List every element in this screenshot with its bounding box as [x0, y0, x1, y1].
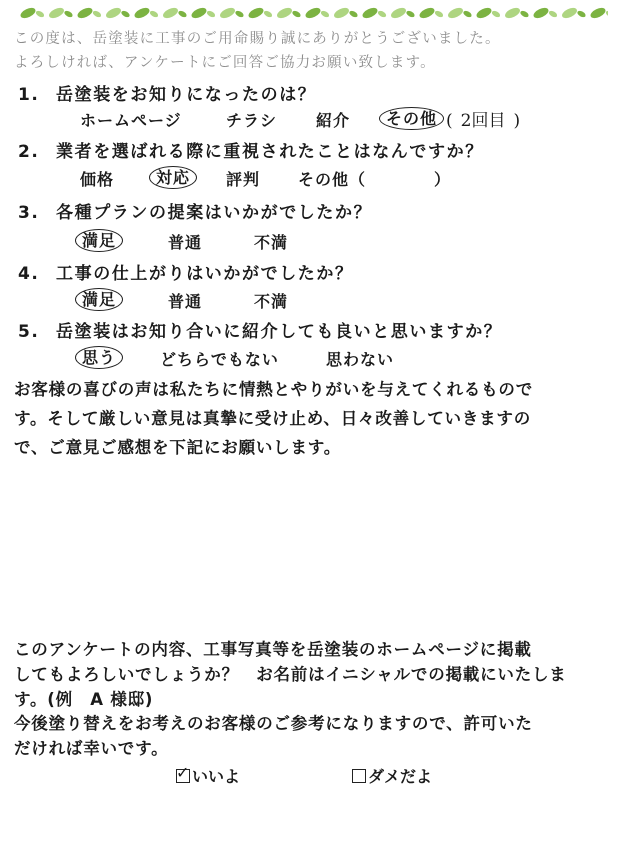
leaf-icon — [234, 9, 244, 18]
question-2 — [18, 137, 484, 162]
checkbox-allow-label: いいよ — [192, 767, 241, 786]
question-number: 5. — [18, 322, 40, 342]
paren-close: ) — [513, 111, 521, 131]
leaf-icon — [247, 6, 265, 20]
leaf-icon — [462, 9, 472, 18]
option-satisfied-selected[interactable] — [82, 228, 123, 251]
leaf-icon — [320, 9, 330, 18]
leaf-icon — [206, 9, 216, 18]
option-satisfied-selected[interactable] — [82, 287, 123, 310]
option-referral[interactable]: 紹介 — [316, 111, 351, 130]
paren-open: ( — [446, 111, 453, 131]
message-line-1: お客様の喜びの声は私たちに情熱とやりがいを与えてくれるもので — [14, 380, 533, 399]
leaf-icon — [19, 6, 37, 20]
leaf-icon — [104, 6, 122, 20]
selected-answer-circle: 満足 — [75, 229, 123, 252]
leaf-icon — [377, 9, 387, 18]
question-text: 岳塗装をお知りになったのは？ — [56, 85, 317, 105]
leaf-icon — [133, 6, 151, 20]
question-number: 1. — [18, 85, 40, 105]
leaf-icon — [47, 6, 65, 20]
leaf-icon — [446, 6, 464, 20]
check-mark-icon: ✓ — [176, 763, 190, 782]
checkbox-checked-icon — [176, 763, 190, 783]
option-average[interactable]: 普通 — [168, 233, 203, 252]
intro-line-1: この度は、岳塗装に工事のご用命賜り誠にありがとうございました。 — [14, 31, 501, 47]
selected-answer-circle: その他 — [379, 107, 444, 130]
leaf-icon — [291, 9, 301, 18]
question-number: 4. — [18, 264, 40, 284]
question-text: 業者を選ばれる際に重視されたことはなんですか？ — [56, 142, 484, 162]
leaf-icon — [218, 6, 236, 20]
leaf-icon — [418, 6, 436, 20]
option-service-selected[interactable] — [156, 165, 197, 188]
leaf-icon — [434, 9, 444, 18]
leaf-icon — [177, 9, 187, 18]
leaf-icon — [389, 6, 407, 20]
message-line-2: す。そして厳しい意見は真摯に受け止め、日々改善していきますの — [14, 409, 532, 428]
option-price[interactable]: 価格 — [80, 170, 115, 189]
option-other[interactable]: その他（ ） — [298, 170, 452, 189]
leaf-icon — [589, 6, 607, 20]
option-flyer[interactable]: チラシ — [226, 111, 278, 130]
question-number: 2. — [18, 142, 40, 162]
leaf-icon — [348, 9, 358, 18]
checkbox-allow[interactable] — [176, 764, 240, 787]
other-answer: 2回目 — [460, 111, 506, 131]
checkbox-deny[interactable] — [352, 764, 432, 787]
question-4 — [18, 259, 354, 284]
question-text: 各種プランの提案はいかがでしたか？ — [56, 203, 373, 223]
selected-answer-circle: 対応 — [149, 166, 197, 189]
option-other-selected[interactable] — [386, 106, 444, 129]
leaf-icon — [149, 9, 159, 18]
leaf-icon — [63, 9, 73, 18]
leaf-icon — [532, 6, 550, 20]
permission-line-1: このアンケートの内容、工事写真等を岳塗装のホームページに掲載 — [14, 640, 532, 659]
question-text: 工事の仕上がりはいかがでしたか？ — [56, 264, 354, 284]
permission-line-5: だければ幸いです。 — [14, 739, 169, 758]
leaf-icon — [76, 6, 94, 20]
leaf-icon — [263, 9, 273, 18]
option-yes-selected[interactable] — [82, 345, 123, 368]
option-homepage[interactable]: ホームページ — [80, 111, 182, 130]
option-no[interactable]: 思わない — [326, 350, 395, 369]
question-number: 3. — [18, 203, 40, 223]
question-text: 岳塗装はお知り合いに紹介しても良いと思いますか？ — [56, 322, 503, 342]
leaf-icon — [361, 6, 379, 20]
option-neutral[interactable]: どちらでもない — [160, 350, 279, 369]
option-dissatisfied[interactable]: 不満 — [254, 233, 289, 252]
checkbox-empty-icon — [352, 769, 366, 783]
permission-line-3: す。(例 A 様邸) — [14, 690, 154, 709]
leaf-icon — [332, 6, 350, 20]
intro-line-2: よろしければ、アンケートにご回答ご協力お願い致します。 — [14, 55, 436, 71]
leaf-icon — [491, 9, 501, 18]
selected-answer-circle: 満足 — [75, 288, 123, 311]
question-5 — [18, 317, 502, 342]
leaf-icon — [120, 9, 130, 18]
permission-line-2: してもよろしいでしょうか？ お名前はイニシャルでの掲載にいたしま — [14, 665, 567, 684]
leaf-icon — [405, 9, 415, 18]
leaf-icon — [503, 6, 521, 20]
leaf-icon — [548, 9, 558, 18]
leaf-banner — [18, 2, 608, 24]
leaf-icon — [161, 6, 179, 20]
message-line-3: で、ご意見ご感想を下記にお願いします。 — [14, 438, 342, 457]
option-dissatisfied[interactable]: 不満 — [254, 292, 289, 311]
option-reputation[interactable]: 評判 — [226, 170, 261, 189]
leaf-icon — [35, 9, 45, 18]
leaf-icon — [475, 6, 493, 20]
checkbox-deny-label: ダメだよ — [368, 767, 433, 786]
leaf-icon — [304, 6, 322, 20]
leaf-icon — [92, 9, 102, 18]
leaf-icon — [190, 6, 208, 20]
option-average[interactable]: 普通 — [168, 292, 203, 311]
leaf-icon — [576, 9, 586, 18]
permission-line-4: 今後塗り替えをお考えのお客様のご参考になりますので、許可いた — [14, 714, 533, 733]
question-1 — [18, 80, 316, 105]
question-3 — [18, 198, 372, 223]
leaf-icon — [560, 6, 578, 20]
selected-answer-circle: 思う — [75, 346, 123, 369]
leaf-icon — [519, 9, 529, 18]
leaf-icon — [275, 6, 293, 20]
option-other-handwritten — [446, 106, 520, 131]
